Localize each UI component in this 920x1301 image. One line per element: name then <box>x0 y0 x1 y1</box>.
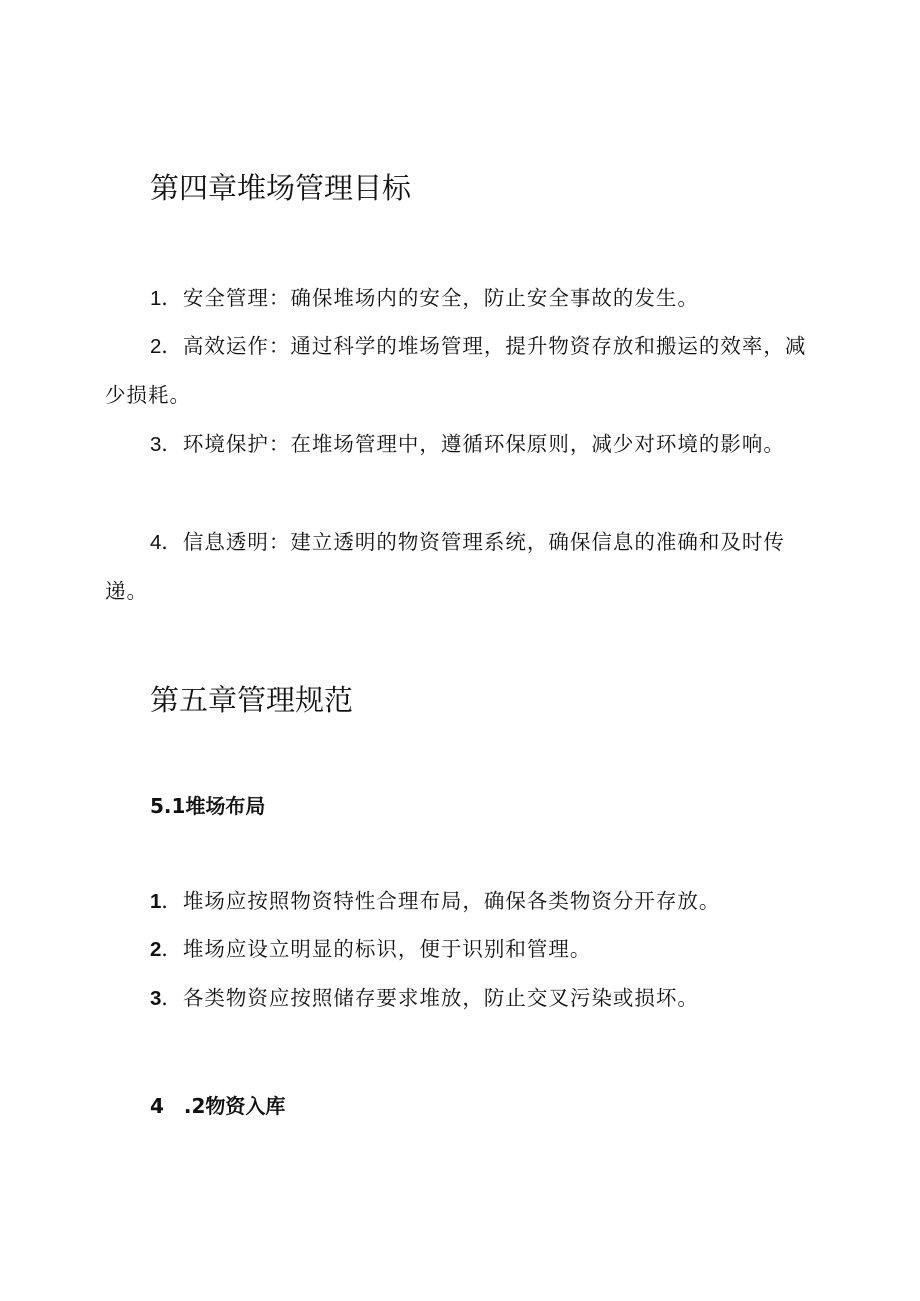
chapter-4-title: 第四章堆场管理目标 <box>150 171 412 205</box>
chapter-4-item-4 <box>105 518 825 615</box>
item-number: 3 <box>150 433 162 456</box>
section-5-2-title: 4 .2物资入库 <box>150 1094 286 1118</box>
item-number: 1 <box>150 890 162 913</box>
chapter-4-item-1 <box>105 274 825 323</box>
item-number: 2 <box>150 938 162 961</box>
item-number: 1 <box>150 287 162 310</box>
chapter-4-item-3 <box>105 420 825 469</box>
item-text: ．信息透明：建立透明的物资管理系统，确保信息的准确和及时传递。 <box>105 530 785 603</box>
item-number: 4 <box>150 531 162 554</box>
item-text: ．安全管理：确保堆场内的安全，防止安全事故的发生。 <box>161 286 699 310</box>
item-text: ．环境保护：在堆场管理中，遵循环保原则，减少对环境的影响。 <box>161 432 785 456</box>
section-5-1-title: 5.1堆场布局 <box>150 794 266 818</box>
item-text: ．堆场应设立明显的标识，便于识别和管理。 <box>161 937 592 961</box>
section-5-1-item-2 <box>150 932 591 962</box>
item-text: ．各类物资应按照储存要求堆放，防止交叉污染或损坏。 <box>161 986 699 1010</box>
chapter-5-title: 第五章管理规范 <box>150 683 354 717</box>
item-text: ．高效运作：通过科学的堆场管理，提升物资存放和搬运的效率，减少损耗。 <box>105 334 807 407</box>
item-text: ．堆场应按照物资特性合理布局，确保各类物资分开存放。 <box>161 889 721 913</box>
section-5-1-item-1 <box>150 884 720 914</box>
item-number: 3 <box>150 987 162 1010</box>
section-5-1-item-3 <box>150 981 699 1011</box>
chapter-4-item-2 <box>105 322 825 419</box>
item-number: 2 <box>150 335 162 358</box>
